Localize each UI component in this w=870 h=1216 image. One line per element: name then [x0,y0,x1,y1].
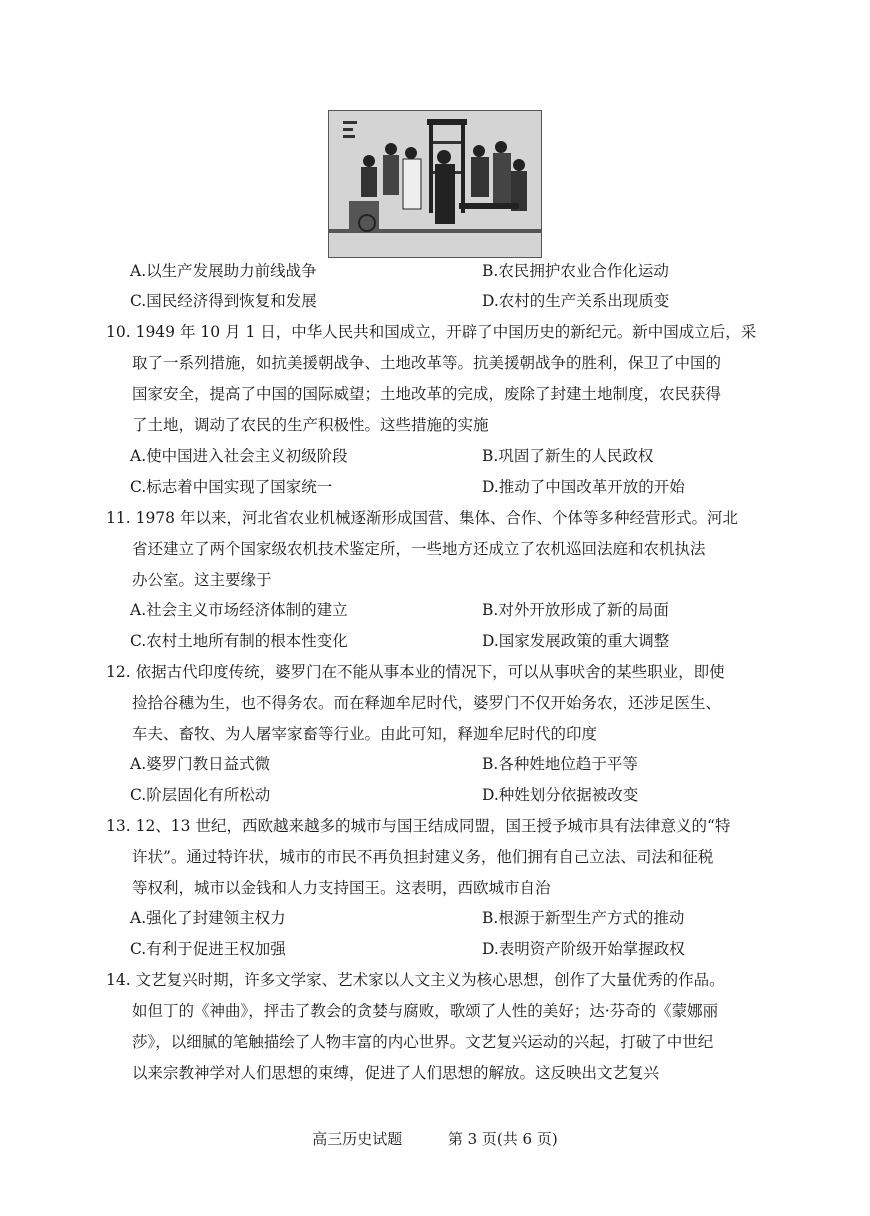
q10-option-c: C.标志着中国实现了国家统一 [130,478,333,496]
q14-stem-line: 以来宗教神学对人们思想的束缚，促进了人们思想的解放。这反映出文艺复兴 [132,1064,660,1082]
q12-option-a: A.婆罗门教日益式微 [130,755,271,773]
q13-stem-line: 等权利，城市以金钱和人力支持国王。这表明，西欧城市自治 [132,879,551,897]
q12-stem-line: 捡拾谷穗为生，也不得务农。而在释迦牟尼时代，婆罗门不仅开始务农，还涉足医生、 [132,694,722,712]
q11-stem-line: 省还建立了两个国家级农机技术鉴定所，一些地方还成立了农机巡回法庭和农机执法 [132,540,706,558]
q14-stem-line: 莎》，以细腻的笔触描绘了人物丰富的内心世界。文艺复兴运动的兴起，打破了中世纪 [132,1033,714,1051]
q10-stem-line: 国家安全，提高了中国的国际威望；土地改革的完成，废除了封建土地制度，农民获得 [132,385,722,403]
q9-option-a: A.以生产发展助力前线战争 [130,262,317,280]
q9-options-row-2 [130,289,770,313]
q13-options-row-2 [130,937,770,961]
q13-option-d: D.表明资产阶级开始掌握政权 [482,940,685,958]
q9-options-row-1 [130,259,770,283]
q10-stem-line: 了土地，调动了农民的生产积极性。这些措施的实施 [132,416,489,434]
q12-option-c: C.阶层固化有所松动 [130,786,271,804]
q13-stem-line: 13. 12、13 世纪，西欧越来越多的城市与国王结成同盟，国王授予城市具有法律意义的“特 [106,817,731,835]
q11-options-row-2 [130,629,770,653]
q13-option-b: B.根源于新型生产方式的推动 [482,909,685,927]
q11-stem-line: 11. 1978 年以来，河北省农业机械逐渐形成国营、集体、合作、个体等多种经营形式。河北 [106,509,738,527]
footer-page-number: 第 3 页(共 6 页) [447,1130,558,1148]
q12-options-row-1 [130,752,770,776]
q10-options-row-1 [130,444,770,468]
q12-stem-line: 12. 依据古代印度传统，婆罗门在不能从事本业的情况下，可以从事吠舍的某些职业，即使 [106,663,725,681]
q10-stem-line: 取了一系列措施，如抗美援朝战争、土地改革等。抗美援朝战争的胜利，保卫了中国的 [132,354,722,372]
q11-stem-line: 办公室。这主要缘于 [132,571,272,589]
q12-option-b: B.各种姓地位趋于平等 [482,755,638,773]
q11-option-b: B.对外开放形成了新的局面 [482,601,669,619]
q10-stem-line: 10. 1949 年 10 月 1 日，中华人民共和国成立，开辟了中国历史的新纪元。新中国成立后，采 [106,323,757,341]
q9-option-b: B.农民拥护农业合作化运动 [482,262,669,280]
q10-option-d: D.推动了中国改革开放的开始 [482,478,685,496]
q14-stem-line: 14. 文艺复兴时期，许多文学家、艺术家以人文主义为核心思想，创作了大量优秀的作品。 [106,971,725,989]
q13-stem-line: 许状”。通过特许状，城市的市民不再负担封建义务，他们拥有自己立法、司法和征税 [132,848,714,866]
q10-option-b: B.巩固了新生的人民政权 [482,447,654,465]
woodcut-illustration [329,111,541,257]
q12-options-row-2 [130,783,770,807]
q12-stem-line: 车夫、畜牧、为人屠宰家畜等行业。由此可知，释迦牟尼时代的印度 [132,725,598,743]
q13-options-row-1 [130,906,770,930]
q14-stem-line: 如但丁的《神曲》，抨击了教会的贪婪与腐败，歌颂了人性的美好；达·芬奇的《蒙娜丽 [132,1002,719,1020]
q11-option-d: D.国家发展政策的重大调整 [482,632,670,650]
q13-option-a: A.强化了封建领主权力 [130,909,286,927]
q12-option-d: D.种姓划分依据被改变 [482,786,639,804]
q10-options-row-2 [130,475,770,499]
q11-option-c: C.农村土地所有制的根本性变化 [130,632,348,650]
q10-option-a: A.使中国进入社会主义初级阶段 [130,447,348,465]
q9-option-d: D.农村的生产关系出现质变 [482,292,670,310]
footer-subject: 高三历史试题 [312,1130,403,1148]
q9-option-c: C.国民经济得到恢复和发展 [130,292,317,310]
q11-option-a: A.社会主义市场经济体制的建立 [130,601,348,619]
page-footer [0,1128,870,1149]
q13-option-c: C.有利于促进王权加强 [130,940,286,958]
q11-options-row-1 [130,598,770,622]
illustration-figure [328,110,542,258]
